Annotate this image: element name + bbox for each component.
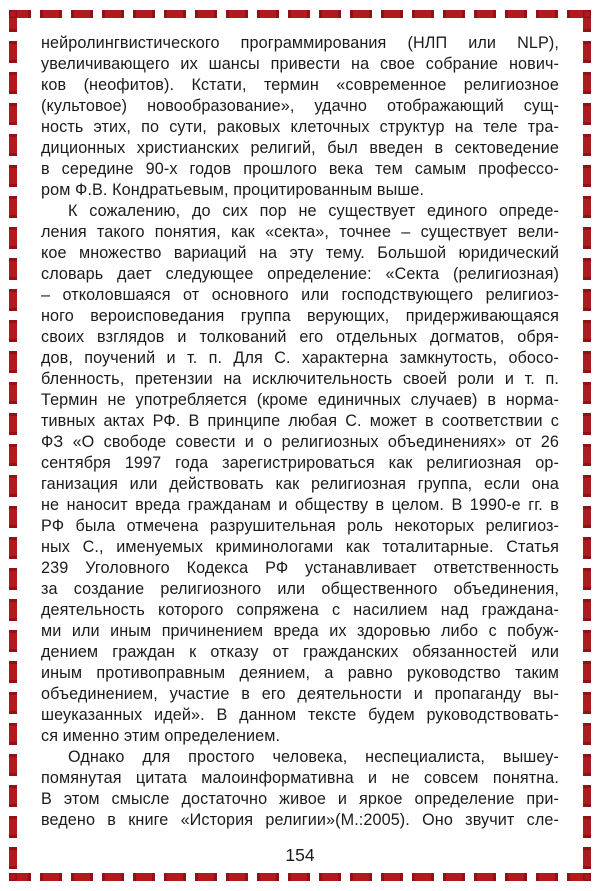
text-line: ся именно этим определением. <box>41 727 281 745</box>
text-line: бленность, претензии на исключительность своей роли и т. п. <box>41 370 559 388</box>
text-line: ром Ф.В. Кондратьевым, процитированным выше. <box>41 181 425 199</box>
text-line: 239 Уголовного Кодекса РФ устанавливает ответственность <box>41 559 559 577</box>
text-line: шеуказанных идей». В данном тексте будем руководствовать- <box>41 706 559 724</box>
decorative-border-corner <box>9 873 17 881</box>
text-line: не наносит вреда гражданам и обществу в целом. В 1990-е гг. в <box>41 496 559 514</box>
paragraph <box>41 201 559 747</box>
decorative-border-left <box>9 10 17 881</box>
decorative-border-corner <box>9 10 17 18</box>
text-line: ного вероисповедания группа верующих, придерживающаяся <box>41 307 559 325</box>
text-line: ми или иным причинением вреда их здоровью либо с побуж- <box>41 622 559 640</box>
text-line: РФ была отмечена разрушительная роль некоторых религиоз- <box>41 517 559 535</box>
text-line: своих взглядов и толкований его отдельных догматов, обря- <box>41 328 559 346</box>
decorative-border-top <box>9 10 591 18</box>
text-line: сентября 1997 года зарегистрироваться как религиозная ор- <box>41 454 559 472</box>
text-line: ведено в книге «История религии»(М.:2005). Оно звучит сле- <box>41 811 559 829</box>
decorative-border-right <box>583 10 591 881</box>
text-line: ных С., именуемых криминологами как тоталитарные. Статья <box>41 538 559 556</box>
text-line: кое множество вариаций на эту тему. Большой юридический <box>41 244 559 262</box>
paragraph <box>41 747 559 831</box>
text-line: иным противоправным деянием, а равно руководство таким <box>41 664 559 682</box>
text-line: К сожалению, до сих пор не существует единого опреде- <box>68 202 559 220</box>
decorative-border-corner <box>583 10 591 18</box>
text-line: ФЗ «О свободе совести и о религиозных объединениях» от 26 <box>41 433 559 451</box>
page-text <box>41 33 559 831</box>
text-line: (культовое) новообразование», удачно отображающий сущ- <box>41 97 559 115</box>
text-line: диционных христианских религий, был введен в сектоведение <box>41 139 559 157</box>
text-line: объединением, участие в его деятельности и пропаганду вы- <box>41 685 559 703</box>
text-line: – отколовшаяся от основного или господствующего религиоз- <box>41 286 559 304</box>
text-line: ганизация или действовать как религиозная группа, если она <box>41 475 559 493</box>
text-line: за создание религиозного или общественного объединения, <box>41 580 559 598</box>
text-line: ность этих, по сути, раковых клеточных структур на теле тра- <box>41 118 559 136</box>
text-line: ков (неофитов). Кстати, термин «современное религиозное <box>41 76 559 94</box>
text-line: увеличивающего их шансы привести на свое собрание нович- <box>41 55 559 73</box>
page-number: 154 <box>285 845 315 865</box>
text-line: Однако для простого человека, неспециалиста, вышеу- <box>68 748 559 766</box>
text-line: тивных актах РФ. В принципе любая С. может в соответствии с <box>41 412 559 430</box>
text-line: словарь дает следующее определение: «Секта (религиозная) <box>41 265 559 283</box>
decorative-border-corner <box>583 873 591 881</box>
paragraph <box>41 33 559 201</box>
decorative-border-bottom <box>9 873 591 881</box>
text-line: Термин не употребляется (кроме единичных случаев) в норма- <box>41 391 559 409</box>
text-line: дов, поучений и т. п. Для С. характерна замкнутость, обосо- <box>41 349 559 367</box>
text-line: нейролингвистического программирования (НЛП или NLP), <box>41 34 559 52</box>
text-line: деятельность которого сопряжена с насилием над граждана- <box>41 601 559 619</box>
text-line: дением граждан к отказу от гражданских обязанностей или <box>41 643 559 661</box>
text-line: В этом смысле достаточно живое и яркое определение при- <box>41 790 559 808</box>
text-line: помянутая цитата малоинформативна и не совсем понятна. <box>41 769 559 787</box>
text-line: ления такого понятия, как «секта», точнее – существует вели- <box>41 223 559 241</box>
text-line: в середине 90-х годов прошлого века тем самым профессо- <box>41 160 559 178</box>
